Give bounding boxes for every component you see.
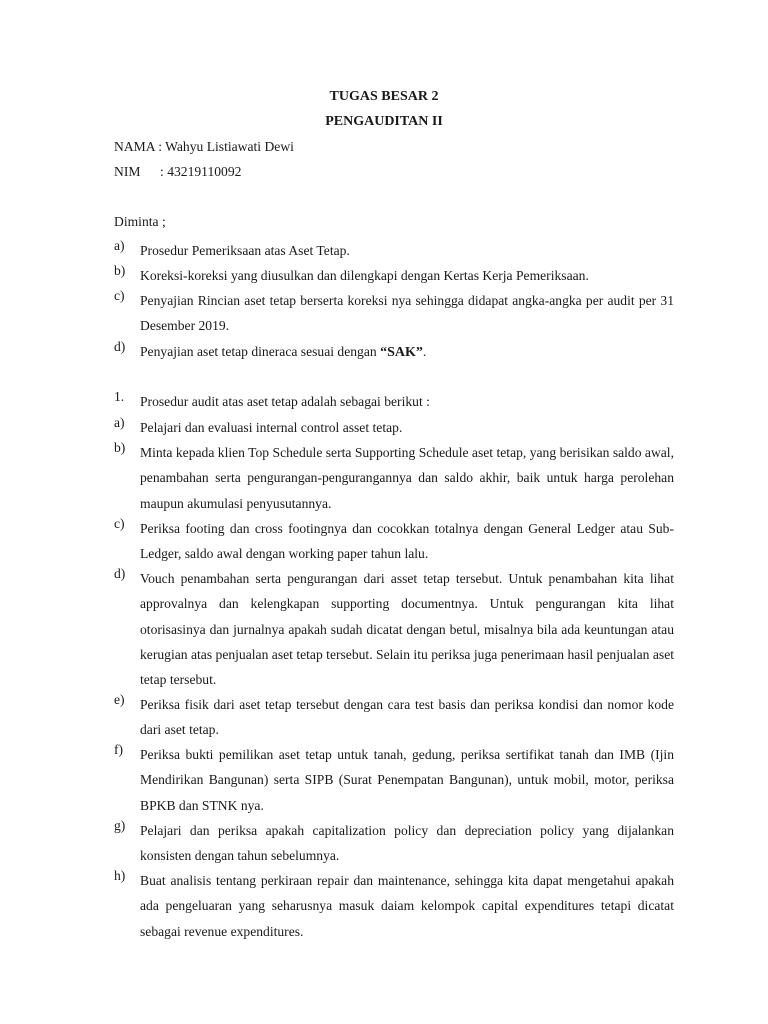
requirements-intro: Diminta ; — [114, 214, 166, 229]
requirement-text: Koreksi-koreksi yang diusulkan dan dilengkapi dengan Kertas Kerja Pemeriksaan. — [140, 268, 589, 283]
list-marker: d) — [114, 566, 126, 581]
requirement-text-before: Penyajian aset tetap dineraca sesuai dengan — [140, 344, 381, 359]
document-title: TUGAS BESAR 2 — [329, 89, 439, 104]
list-marker: h) — [114, 868, 126, 883]
list-marker: e) — [114, 692, 125, 707]
student-nim-line — [114, 164, 241, 180]
list-marker: b) — [114, 263, 126, 278]
requirement-text — [140, 339, 674, 365]
requirement-text: Prosedur Pemeriksaan atas Aset Tetap. — [140, 243, 350, 258]
nim-separator: : — [160, 164, 164, 179]
procedure-text: Vouch penambahan serta pengurangan dari asset tetap tersebut. Untuk penambahan kita lihat approvalnya dan kelengkapan supporting documentnya. Untuk pengurangan kita lihat otorisasinya dan jurnalnya apakah sudah dicatat dengan betul, misalnya bila ada keuntungan atau kerugian atas penjualan aset tetap tersebut. Selain itu periksa juga penerimaan hasil penjualan aset tetap tersebut. — [140, 571, 674, 688]
list-marker: c) — [114, 288, 125, 303]
nim-value: 43219110092 — [167, 164, 242, 179]
procedures-intro-text: Prosedur audit atas aset tetap adalah sebagai berikut : — [140, 394, 430, 409]
procedure-text: Buat analisis tentang perkiraan repair dan maintenance, sehingga kita dapat mengetahui apakah ada pengeluaran yang seharusnya masuk daiam kelompok capital expenditures tetapi dicatat sebagai revenue expenditures. — [140, 873, 674, 939]
list-marker: b) — [114, 440, 126, 455]
procedure-text: Minta kepada klien Top Schedule serta Supporting Schedule aset tetap, yang berisikan saldo awal, penambahan serta pengurangan-pengurangannya dan saldo akhir, baik untuk harga perolehan maupun akumulasi penyusutannya. — [140, 445, 674, 511]
sak-emphasis: “SAK” — [380, 345, 423, 360]
requirement-text: Penyajian Rincian aset tetap berserta koreksi nya sehingga didapat angka-angka per audit per 31 Desember 2019. — [140, 293, 674, 334]
requirement-text-after: . — [422, 344, 427, 359]
list-marker: a) — [114, 415, 125, 430]
name-separator: : — [158, 139, 162, 154]
list-marker: c) — [114, 516, 125, 531]
document-subtitle: PENGAUDITAN II — [325, 114, 443, 129]
procedure-text: Pelajari dan periksa apakah capitalization policy dan depreciation policy yang dijalankan konsisten dengan tahun sebelumnya. — [140, 823, 674, 864]
name-label: NAMA — [114, 139, 155, 154]
list-marker: a) — [114, 238, 125, 253]
nim-label: NIM — [114, 164, 141, 179]
procedure-text: Periksa footing dan cross footingnya dan cocokkan totalnya dengan General Ledger atau Sub-Ledger, saldo awal dengan working paper tahun lalu. — [140, 521, 674, 562]
list-marker: f) — [114, 742, 124, 757]
list-marker: d) — [114, 339, 126, 354]
procedure-text: Periksa fisik dari aset tetap tersebut dengan cara test basis dan periksa kondisi dan nomor kode dari aset tetap. — [140, 697, 674, 738]
name-value: Wahyu Listiawati Dewi — [165, 139, 294, 154]
procedure-text: Pelajari dan evaluasi internal control asset tetap. — [140, 420, 403, 435]
list-marker: g) — [114, 818, 126, 833]
student-name-line — [114, 139, 294, 155]
procedure-text: Periksa bukti pemilikan aset tetap untuk tanah, gedung, periksa sertifikat tanah dan IMB (Ijin Mendirikan Bangunan) serta SIPB (Surat Penempatan Bangunan), untuk mobil, motor, periksa BPKB dan STNK nya. — [140, 747, 674, 813]
list-marker: 1. — [114, 389, 125, 404]
